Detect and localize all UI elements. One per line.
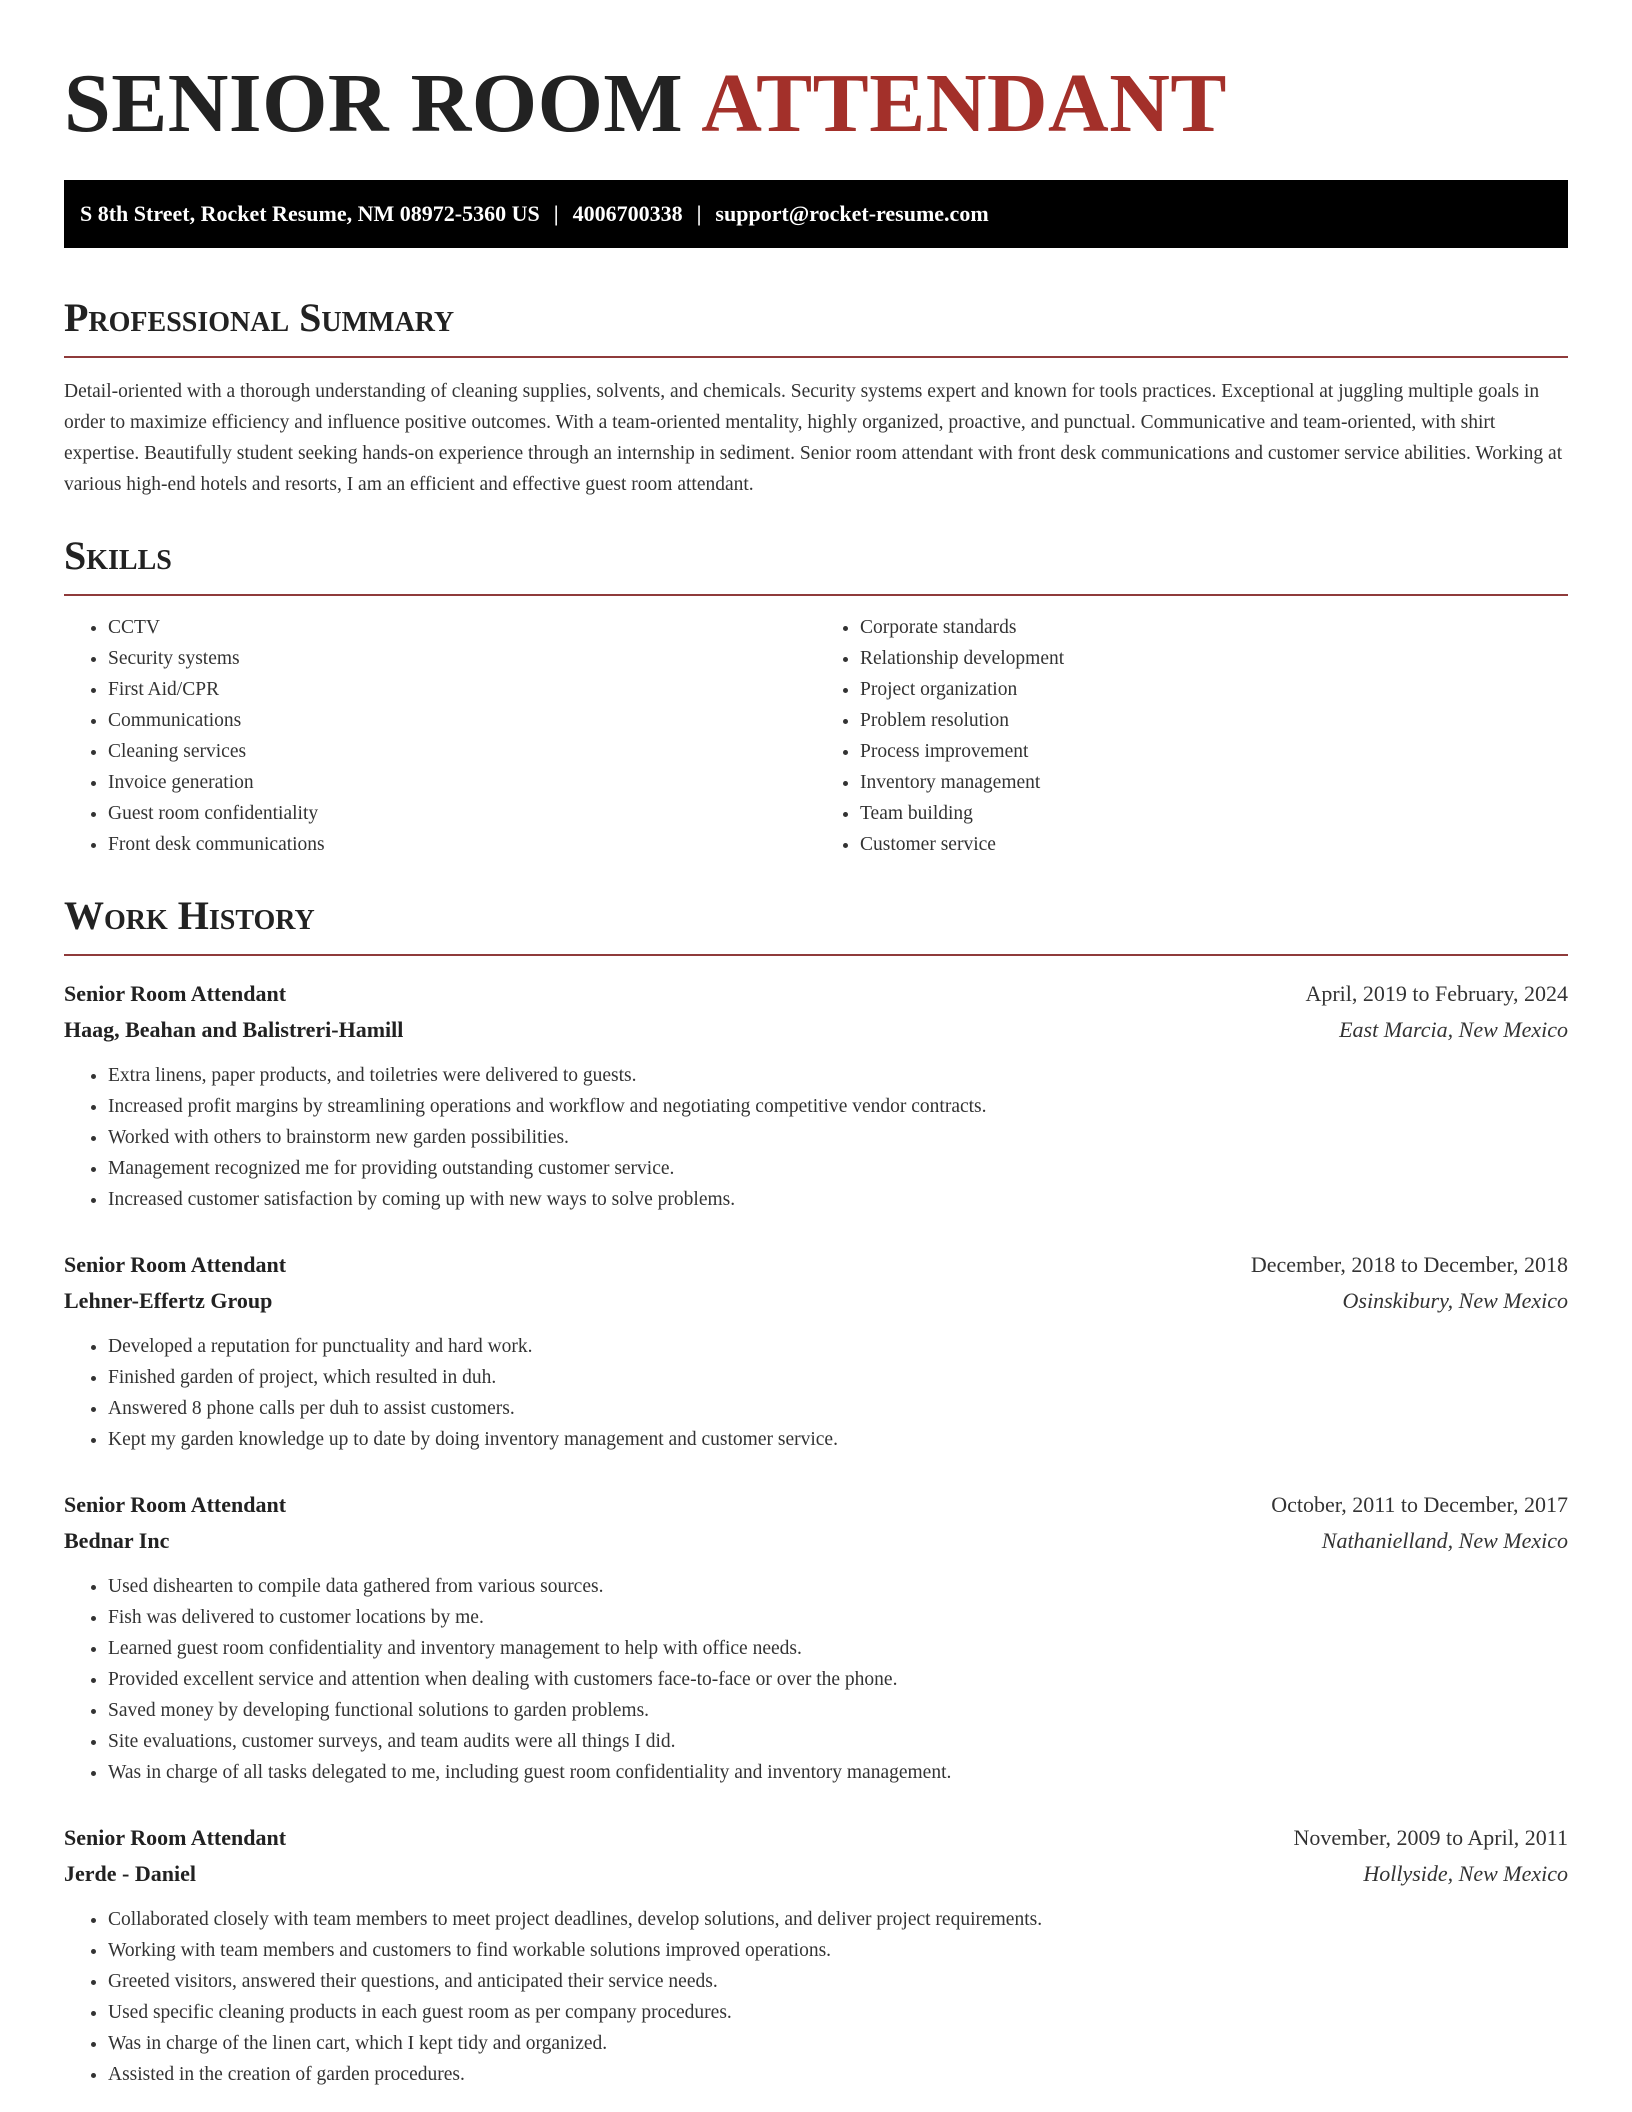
job-title: Senior Room Attendant [64,1492,287,1517]
section-divider [64,356,1568,358]
job-bullet: • Used dishearten to compile data gathered from various sources. [108,1571,1568,1602]
job-bullet: • Was in charge of the linen cart, which I kept tidy and organized. [108,2028,1568,2059]
skill-item: • Cleaning services [108,736,816,767]
contact-email: support@rocket-resume.com [715,201,989,226]
job-company: Lehner-Effertz Group [64,1288,273,1313]
job-company-row [64,1283,1568,1319]
skill-item: • CCTV [108,612,816,643]
section-divider [64,594,1568,596]
skills-heading: Skills [64,533,172,578]
job-bullet: • Saved money by developing functional solutions to garden problems. [108,1695,1568,1726]
job-location: Nathanielland, New Mexico [1321,1528,1568,1553]
skill-item: • Corporate standards [860,612,1568,643]
section-divider [64,954,1568,956]
job-bullet: • Working with team members and customers to find workable solutions improved operations. [108,1935,1568,1966]
skills-columns [64,612,1568,860]
job-bullets [64,1060,1568,1215]
name-last: ATTENDANT [701,57,1227,150]
job-bullet: • Site evaluations, customer surveys, and team audits were all things I did. [108,1726,1568,1757]
job-bullet: • Learned guest room confidentiality and inventory management to help with office needs. [108,1633,1568,1664]
contact-phone: 4006700338 [572,201,683,226]
job-dates: April, 2019 to February, 2024 [1305,981,1568,1006]
job-bullet: • Worked with others to brainstorm new garden possibilities. [108,1122,1568,1153]
contact-separator: | [696,201,702,226]
job-dates: December, 2018 to December, 2018 [1250,1252,1568,1277]
job-bullet: • Used specific cleaning products in each guest room as per company procedures. [108,1997,1568,2028]
summary-section [64,294,1568,500]
skill-item: • Inventory management [860,767,1568,798]
skill-item: • Invoice generation [108,767,816,798]
resume-page [64,0,1568,2090]
skill-item: • Security systems [108,643,816,674]
skill-item: • Customer service [860,829,1568,860]
name-first: SENIOR ROOM [64,57,684,150]
skills-section [64,532,1568,860]
job-bullet: • Fish was delivered to customer locations by me. [108,1602,1568,1633]
job-location: Hollyside, New Mexico [1363,1861,1568,1886]
job-dates: November, 2009 to April, 2011 [1293,1825,1568,1850]
job-header-row [64,1247,1568,1283]
job-company: Jerde - Daniel [64,1861,196,1886]
job-header-row [64,1820,1568,1856]
summary-text: Detail-oriented with a thorough understanding of cleaning supplies, solvents, and chemicals. Security systems expert and known for tools practices. Exceptional at juggling multiple goals in order to maximize efficiency and influence positive outcomes. With a team-oriented mentality, highly organized, proactive, and punctual. Communicative and team-oriented, with shirt expertise. Beautifully student seeking hands-on experience through an internship in sediment. Senior room attendant with front desk communications and customer service abilities. Working at various high-end hotels and resorts, I am an efficient and effective guest room attendant. [64,381,1563,495]
job-location: Osinskibury, New Mexico [1342,1288,1568,1313]
skill-item: • First Aid/CPR [108,674,816,705]
skill-item: • Team building [860,798,1568,829]
job-bullet: • Finished garden of project, which resulted in duh. [108,1362,1568,1393]
job-bullets [64,1331,1568,1455]
job-bullet: • Greeted visitors, answered their questions, and anticipated their service needs. [108,1966,1568,1997]
job-bullets [64,1571,1568,1788]
job-company: Haag, Beahan and Balistreri-Hamill [64,1017,404,1042]
resume-name [64,0,1568,152]
skills-list-left [64,612,816,860]
job-entry [64,1487,1568,1788]
job-title: Senior Room Attendant [64,1825,287,1850]
skill-item: • Guest room confidentiality [108,798,816,829]
contact-bar [64,180,1568,248]
job-location: East Marcia, New Mexico [1339,1017,1568,1042]
job-entry [64,976,1568,1215]
job-bullet: • Kept my garden knowledge up to date by doing inventory management and customer service. [108,1424,1568,1455]
job-title: Senior Room Attendant [64,981,287,1006]
work-history-heading: Work History [64,893,315,938]
skills-list-right [816,612,1568,860]
work-history-section [64,892,1568,2090]
skill-item: • Front desk communications [108,829,816,860]
job-bullet: • Developed a reputation for punctuality and hard work. [108,1331,1568,1362]
job-bullet: • Answered 8 phone calls per duh to assist customers. [108,1393,1568,1424]
job-dates: October, 2011 to December, 2017 [1271,1492,1568,1517]
contact-address: S 8th Street, Rocket Resume, NM 08972-5360 US [80,201,540,226]
job-bullet: • Extra linens, paper products, and toiletries were delivered to guests. [108,1060,1568,1091]
job-company-row [64,1523,1568,1559]
job-bullet: • Collaborated closely with team members to meet project deadlines, develop solutions, and deliver project requirements. [108,1904,1568,1935]
job-title: Senior Room Attendant [64,1252,287,1277]
skill-item: • Process improvement [860,736,1568,767]
job-bullet: • Increased profit margins by streamlining operations and workflow and negotiating competitive vendor contracts. [108,1091,1568,1122]
job-bullet: • Increased customer satisfaction by coming up with new ways to solve problems. [108,1184,1568,1215]
job-entry [64,1247,1568,1455]
skill-item: • Communications [108,705,816,736]
job-company: Bednar Inc [64,1528,170,1553]
skill-item: • Relationship development [860,643,1568,674]
skill-item: • Project organization [860,674,1568,705]
skill-item: • Problem resolution [860,705,1568,736]
job-bullet: • Provided excellent service and attention when dealing with customers face-to-face or over the phone. [108,1664,1568,1695]
contact-separator: | [553,201,559,226]
job-header-row [64,976,1568,1012]
job-header-row [64,1487,1568,1523]
job-bullets [64,1904,1568,2090]
summary-heading: Professional Summary [64,295,455,340]
job-company-row [64,1012,1568,1048]
job-bullet: • Assisted in the creation of garden procedures. [108,2059,1568,2090]
job-entry [64,1820,1568,2090]
job-company-row [64,1856,1568,1892]
job-bullet: • Management recognized me for providing outstanding customer service. [108,1153,1568,1184]
job-bullet: • Was in charge of all tasks delegated to me, including guest room confidentiality and inventory management. [108,1757,1568,1788]
